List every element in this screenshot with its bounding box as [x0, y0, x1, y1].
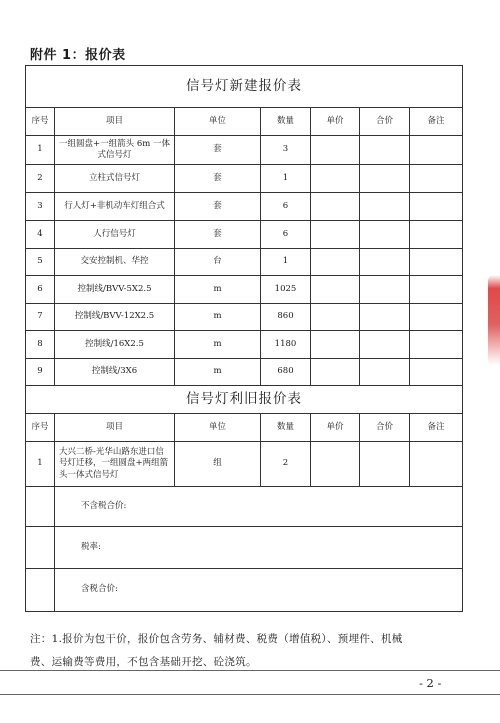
row-item: 交安控制机、华控 — [55, 249, 175, 276]
header-cell: 序号 — [26, 108, 55, 136]
row-number: 1 — [26, 136, 55, 165]
row-unit-price — [311, 442, 360, 487]
new-table-title: 信号灯新建报价表 — [26, 66, 463, 108]
new-table-title-row — [26, 66, 463, 108]
row-quantity: 6 — [261, 193, 311, 221]
row-number: 9 — [26, 359, 55, 386]
row-number: 6 — [26, 276, 55, 304]
row-item: 一组圆盘+一组箭头 6m 一体式信号灯 — [55, 136, 175, 165]
pre-tax-total-label: 不含税合价: — [55, 487, 463, 527]
header-cell: 合价 — [360, 108, 410, 136]
row-unit-price — [311, 276, 360, 304]
row-unit-price — [311, 221, 360, 249]
row-total-price — [360, 276, 410, 304]
row-item: 控制线/16X2.5 — [55, 331, 175, 359]
row-unit-price — [311, 165, 360, 193]
spacer-cell — [26, 527, 55, 569]
reuse-table-title: 信号灯利旧报价表 — [26, 386, 463, 414]
row-item: 立柱式信号灯 — [55, 165, 175, 193]
row-quantity: 860 — [261, 304, 311, 331]
row-unit: m — [175, 359, 261, 386]
header-cell: 项目 — [55, 414, 175, 442]
row-total-price — [360, 221, 410, 249]
header-cell: 单价 — [311, 414, 360, 442]
row-quantity: 1 — [261, 249, 311, 276]
table-row — [26, 442, 463, 487]
row-item: 控制线/BVV-12X2.5 — [55, 304, 175, 331]
quotation-table — [25, 65, 463, 612]
header-cell: 数量 — [261, 108, 311, 136]
note — [30, 628, 470, 674]
row-item: 行人灯+非机动车灯组合式 — [55, 193, 175, 221]
row-unit: 套 — [175, 136, 261, 165]
header-cell: 单价 — [311, 108, 360, 136]
table-row — [26, 304, 463, 331]
row-unit: 台 — [175, 249, 261, 276]
row-total-price — [360, 249, 410, 276]
row-unit: m — [175, 304, 261, 331]
row-total-price — [360, 359, 410, 386]
tax-rate-label: 税率: — [55, 527, 463, 569]
row-total-price — [360, 331, 410, 359]
header-cell: 备注 — [410, 108, 463, 136]
attachment-heading: 附件 1：报价表 — [30, 48, 126, 63]
row-quantity: 3 — [261, 136, 311, 165]
seal-stamp-edge — [488, 275, 500, 365]
row-unit-price — [311, 359, 360, 386]
row-quantity: 1025 — [261, 276, 311, 304]
row-quantity: 1 — [261, 165, 311, 193]
table-row — [26, 221, 463, 249]
header-cell: 备注 — [410, 414, 463, 442]
row-unit-price — [311, 193, 360, 221]
row-total-price — [360, 304, 410, 331]
spacer-cell — [26, 487, 55, 527]
row-remark — [410, 359, 463, 386]
new-table-header-row — [26, 108, 463, 136]
row-remark — [410, 442, 463, 487]
row-unit: 套 — [175, 165, 261, 193]
row-remark — [410, 276, 463, 304]
table-row — [26, 359, 463, 386]
with-tax-total-row — [26, 569, 463, 612]
footer-rule — [0, 670, 500, 671]
row-unit-price — [311, 331, 360, 359]
row-unit-price — [311, 249, 360, 276]
header-cell: 数量 — [261, 414, 311, 442]
with-tax-total-label: 含税合价: — [55, 569, 463, 612]
page-number: - 2 - — [419, 676, 442, 690]
row-remark — [410, 221, 463, 249]
table-row — [26, 249, 463, 276]
row-unit: m — [175, 276, 261, 304]
row-unit: m — [175, 331, 261, 359]
table-row — [26, 331, 463, 359]
tax-rate-row — [26, 527, 463, 569]
spacer-cell — [26, 569, 55, 612]
row-total-price — [360, 165, 410, 193]
row-item: 人行信号灯 — [55, 221, 175, 249]
row-number: 3 — [26, 193, 55, 221]
note-line: 注：1.报价为包干价，报价包含劳务、辅材费、税费（增值税）、预埋件、机械 — [30, 633, 403, 645]
row-quantity: 2 — [261, 442, 311, 487]
header-cell: 单位 — [175, 108, 261, 136]
row-number: 7 — [26, 304, 55, 331]
row-number: 2 — [26, 165, 55, 193]
row-total-price — [360, 193, 410, 221]
row-number: 1 — [26, 442, 55, 487]
row-quantity: 680 — [261, 359, 311, 386]
row-remark — [410, 331, 463, 359]
note-line: 费、运输费等费用，不包含基础开挖、砼浇筑。 — [30, 656, 257, 668]
table-row — [26, 193, 463, 221]
table-row — [26, 276, 463, 304]
row-remark — [410, 249, 463, 276]
row-remark — [410, 165, 463, 193]
header-cell: 项目 — [55, 108, 175, 136]
row-item: 大兴二桥-光华山路东进口信号灯迁移，一组圆盘+两组箭头一体式信号灯 — [55, 442, 175, 487]
row-unit: 组 — [175, 442, 261, 487]
row-remark — [410, 193, 463, 221]
reuse-table-header-row — [26, 414, 463, 442]
row-remark — [410, 304, 463, 331]
row-number: 8 — [26, 331, 55, 359]
row-unit: 套 — [175, 221, 261, 249]
row-item: 控制线/3X6 — [55, 359, 175, 386]
footer-rule — [0, 694, 500, 695]
table-row — [26, 136, 463, 165]
row-total-price — [360, 136, 410, 165]
row-total-price — [360, 442, 410, 487]
row-unit-price — [311, 136, 360, 165]
table-row — [26, 165, 463, 193]
header-cell: 序号 — [26, 414, 55, 442]
row-quantity: 6 — [261, 221, 311, 249]
row-unit-price — [311, 304, 360, 331]
pre-tax-total-row — [26, 487, 463, 527]
header-cell: 单位 — [175, 414, 261, 442]
row-unit: 套 — [175, 193, 261, 221]
row-number: 4 — [26, 221, 55, 249]
row-number: 5 — [26, 249, 55, 276]
reuse-table-title-row — [26, 386, 463, 414]
row-quantity: 1180 — [261, 331, 311, 359]
header-cell: 合价 — [360, 414, 410, 442]
row-item: 控制线/BVV-5X2.5 — [55, 276, 175, 304]
row-remark — [410, 136, 463, 165]
